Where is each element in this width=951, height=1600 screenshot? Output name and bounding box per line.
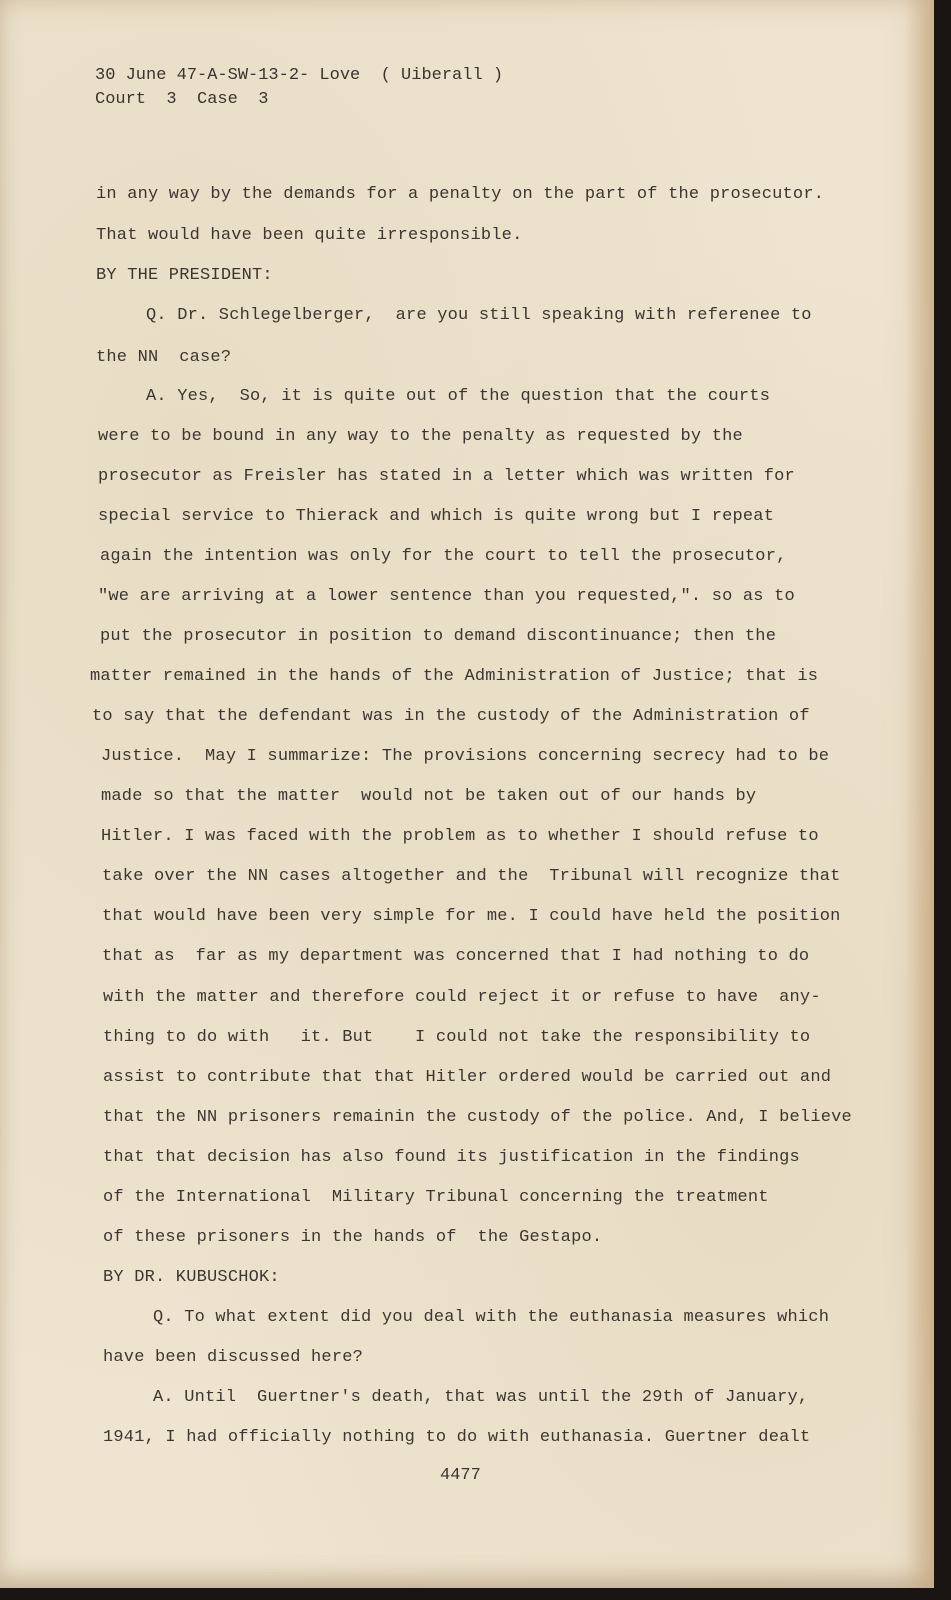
text-line: That would have been quite irresponsible. (96, 226, 523, 245)
text-line: Hitler. I was faced with the problem as to whether I should refuse to (101, 827, 819, 846)
text-line: to say that the defendant was in the custody of the Administration of (92, 707, 810, 726)
text-line: of the International Military Tribunal concerning the treatment (103, 1188, 769, 1207)
speaker-heading: BY DR. KUBUSCHOK: (103, 1268, 280, 1287)
text-line: prosecutor as Freisler has stated in a letter which was written for (98, 467, 795, 486)
question-line: Q. To what extent did you deal with the euthanasia measures which (153, 1308, 830, 1327)
text-line: "we are arriving at a lower sentence than you requested,". so as to (98, 587, 795, 606)
text-line: put the prosecutor in position to demand discontinuance; then the (100, 627, 777, 646)
answer-line: A. Until Guertner's death, that was until the 29th of January, (153, 1388, 809, 1407)
text-line: matter remained in the hands of the Administration of Justice; that is (90, 667, 819, 686)
answer-line: A. Yes, So, it is quite out of the question that the courts (146, 387, 771, 406)
text-line: have been discussed here? (103, 1348, 364, 1367)
text-line: thing to do with it. But I could not take the responsibility to (103, 1028, 811, 1047)
speaker-heading: BY THE PRESIDENT: (96, 266, 273, 285)
question-line: Q. Dr. Schlegelberger, are you still speaking with referenee to (146, 306, 812, 325)
text-line: with the matter and therefore could reject it or refuse to have any- (103, 988, 821, 1007)
text-line: of these prisoners in the hands of the Gestapo. (103, 1228, 603, 1247)
text-line: assist to contribute that that Hitler ordered would be carried out and (103, 1068, 832, 1087)
text-line: that as far as my department was concerned that I had nothing to do (102, 947, 810, 966)
text-line: made so that the matter would not be taken out of our hands by (101, 787, 757, 806)
text-line: were to be bound in any way to the penalty as requested by the (98, 427, 743, 446)
page-edge-shadow (905, 0, 934, 1588)
text-line: the NN case? (96, 348, 232, 367)
document-header (95, 64, 503, 112)
text-line: take over the NN cases altogether and the Tribunal will recognize that (102, 867, 841, 886)
text-line: that would have been very simple for me. I could have held the position (102, 907, 841, 926)
text-line: Justice. May I summarize: The provisions concerning secrecy had to be (101, 747, 830, 766)
text-line: 1941, I had officially nothing to do with euthanasia. Guertner dealt (103, 1428, 811, 1447)
text-line: special service to Thierack and which is quite wrong but I repeat (98, 507, 775, 526)
header-line-1: 30 June 47-A-SW-13-2- Love ( Uiberall ) (95, 66, 504, 85)
text-line: again the intention was only for the court to tell the prosecutor, (100, 547, 787, 566)
text-line: that the NN prisoners remainin the custody of the police. And, I believe (103, 1108, 852, 1127)
text-line: that that decision has also found its justification in the findings (103, 1148, 800, 1167)
text-line: in any way by the demands for a penalty on the part of the prosecutor. (96, 185, 825, 204)
header-line-2: Court 3 Case 3 (95, 90, 269, 109)
page-number: 4477 (440, 1466, 481, 1485)
